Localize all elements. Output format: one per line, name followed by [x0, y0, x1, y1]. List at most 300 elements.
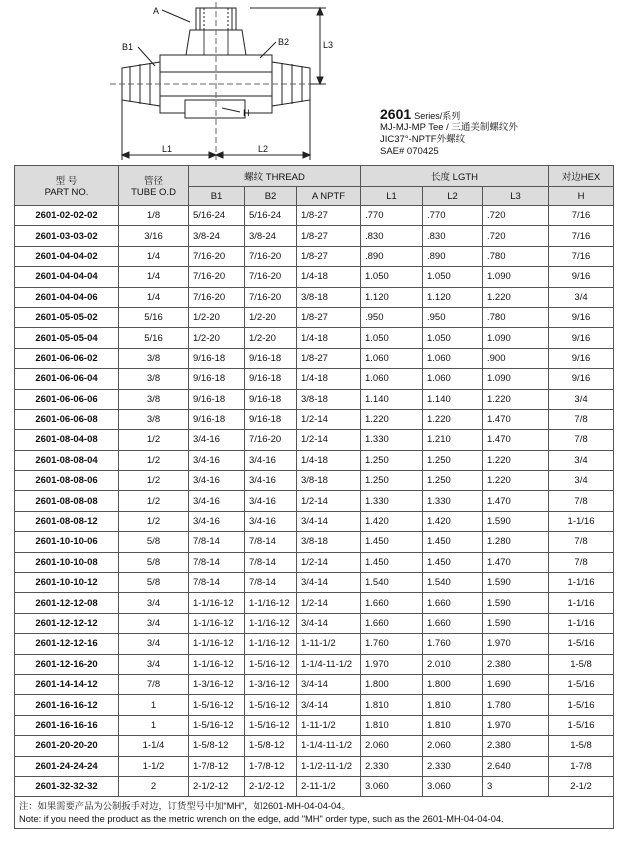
cell-tube-od: 5/8: [119, 552, 189, 572]
cell-length-l3: 1.780: [483, 695, 549, 715]
cell-length-l2: .950: [423, 307, 483, 327]
cell-thread-b2: 7/16-20: [245, 246, 297, 266]
cell-length-l3: 1.090: [483, 267, 549, 287]
cell-length-l2: 1.810: [423, 715, 483, 735]
cell-thread-b2: 9/16-18: [245, 389, 297, 409]
cell-length-l1: 1.660: [361, 613, 423, 633]
cell-length-l2: 1.450: [423, 532, 483, 552]
cell-thread-b2: 3/8-24: [245, 226, 297, 246]
header-tube-en: TUBE O.D: [131, 187, 176, 198]
cell-tube-od: 1/8: [119, 206, 189, 226]
cell-length-l1: 1.450: [361, 552, 423, 572]
cell-tube-od: 7/8: [119, 674, 189, 694]
table-row: [15, 593, 614, 613]
cell-length-l2: 1.800: [423, 674, 483, 694]
cell-thread-anptf: 1/4-18: [297, 369, 361, 389]
cell-thread-b1: 1-1/16-12: [189, 634, 245, 654]
header-anptf: A NPTF: [297, 187, 361, 206]
cell-length-l1: 1.050: [361, 267, 423, 287]
cell-hex-h: 1-1/16: [549, 613, 614, 633]
table-row: [15, 736, 614, 756]
cell-thread-anptf: 3/4-14: [297, 573, 361, 593]
cell-hex-h: 7/8: [549, 552, 614, 572]
cell-hex-h: 1-1/16: [549, 593, 614, 613]
cell-length-l3: 1.590: [483, 573, 549, 593]
series-number: 2601: [380, 106, 412, 122]
cell-thread-anptf: 1/8-27: [297, 206, 361, 226]
cell-thread-b1: 2-1/2-12: [189, 776, 245, 796]
product-title-block: [380, 108, 620, 158]
cell-tube-od: 1: [119, 695, 189, 715]
cell-thread-anptf: 1/4-18: [297, 267, 361, 287]
cell-hex-h: 1-1/16: [549, 511, 614, 531]
cell-part-no: 2601-20-20-20: [15, 736, 119, 756]
cell-part-no: 2601-24-24-24: [15, 756, 119, 776]
cell-length-l3: .780: [483, 246, 549, 266]
header-part-no-cn: 型 号: [55, 176, 78, 187]
cell-length-l2: 1.420: [423, 511, 483, 531]
cell-tube-od: 1/4: [119, 246, 189, 266]
cell-hex-h: 1-5/16: [549, 674, 614, 694]
cell-thread-b1: 1-5/16-12: [189, 695, 245, 715]
cell-part-no: 2601-10-10-12: [15, 573, 119, 593]
title-line-1: MJ-MJ-MP Tee / 三通美制螺纹外: [380, 122, 518, 133]
cell-thread-b1: 7/8-14: [189, 532, 245, 552]
cell-thread-anptf: 3/8-18: [297, 532, 361, 552]
cell-length-l3: 1.280: [483, 532, 549, 552]
header-b1: B1: [189, 187, 245, 206]
cell-hex-h: 1-5/8: [549, 736, 614, 756]
table-row: [15, 654, 614, 674]
cell-thread-b1: 9/16-18: [189, 409, 245, 429]
cell-thread-b2: 1-5/8-12: [245, 736, 297, 756]
table-row: [15, 430, 614, 450]
cell-thread-b1: 9/16-18: [189, 348, 245, 368]
cell-length-l2: 1.120: [423, 287, 483, 307]
cell-thread-b2: 1-5/16-12: [245, 654, 297, 674]
cell-length-l2: 1.660: [423, 613, 483, 633]
cell-length-l3: 1.090: [483, 369, 549, 389]
cell-hex-h: 1-5/16: [549, 695, 614, 715]
cell-length-l1: 1.760: [361, 634, 423, 654]
header-length-group: 长度 LGTH: [361, 166, 549, 187]
cell-thread-b2: 3/4-16: [245, 471, 297, 491]
cell-length-l1: 1.060: [361, 369, 423, 389]
cell-hex-h: 7/8: [549, 430, 614, 450]
note-cn: 注：如果需要产品为公制扳手对边，订货型号中加“MH”，如2601-MH-04-04-04。: [19, 801, 351, 812]
table-row: [15, 287, 614, 307]
table-row: [15, 552, 614, 572]
cell-thread-b1: 1-5/8-12: [189, 736, 245, 756]
cell-tube-od: 1/4: [119, 287, 189, 307]
cell-thread-anptf: 1/4-18: [297, 450, 361, 470]
cell-thread-anptf: 1-1/4-11-1/2: [297, 736, 361, 756]
cell-part-no: 2601-06-06-04: [15, 369, 119, 389]
series-label: Series/系列: [414, 111, 461, 121]
cell-hex-h: 7/16: [549, 246, 614, 266]
cell-length-l3: 1.470: [483, 430, 549, 450]
cell-length-l2: 1.540: [423, 573, 483, 593]
cell-length-l2: 1.660: [423, 593, 483, 613]
cell-thread-b2: 1-1/16-12: [245, 613, 297, 633]
cell-thread-b2: 2-1/2-12: [245, 776, 297, 796]
cell-thread-anptf: 3/8-18: [297, 471, 361, 491]
cell-thread-anptf: 1/4-18: [297, 328, 361, 348]
table-row: [15, 634, 614, 654]
cell-length-l2: 2.060: [423, 736, 483, 756]
cell-part-no: 2601-08-08-06: [15, 471, 119, 491]
cell-length-l2: 1.220: [423, 409, 483, 429]
cell-thread-b2: 1/2-20: [245, 328, 297, 348]
cell-part-no: 2601-16-16-12: [15, 695, 119, 715]
tee-fitting-drawing: [100, 0, 340, 165]
cell-tube-od: 1/2: [119, 430, 189, 450]
cell-length-l3: .780: [483, 307, 549, 327]
cell-thread-b2: 1-1/16-12: [245, 634, 297, 654]
cell-hex-h: 3/4: [549, 450, 614, 470]
cell-length-l3: 1.220: [483, 450, 549, 470]
table-row: [15, 471, 614, 491]
cell-hex-h: 1-5/16: [549, 634, 614, 654]
cell-tube-od: 3/4: [119, 654, 189, 674]
table-row: [15, 511, 614, 531]
table-row: [15, 328, 614, 348]
cell-length-l2: 1.140: [423, 389, 483, 409]
cell-thread-anptf: 1/2-14: [297, 593, 361, 613]
table-row: [15, 206, 614, 226]
cell-thread-b2: 3/4-16: [245, 491, 297, 511]
cell-tube-od: 5/8: [119, 573, 189, 593]
cell-thread-b2: 7/8-14: [245, 532, 297, 552]
cell-thread-anptf: 3/4-14: [297, 511, 361, 531]
cell-thread-b2: 1-5/16-12: [245, 715, 297, 735]
cell-thread-anptf: 3/4-14: [297, 695, 361, 715]
cell-hex-h: 9/16: [549, 328, 614, 348]
cell-length-l3: 2.380: [483, 654, 549, 674]
label-a: A: [153, 6, 160, 16]
table-row: [15, 695, 614, 715]
cell-tube-od: 1/2: [119, 511, 189, 531]
cell-length-l3: 1.470: [483, 491, 549, 511]
cell-thread-b1: 9/16-18: [189, 369, 245, 389]
cell-hex-h: 3/4: [549, 471, 614, 491]
cell-length-l2: .890: [423, 246, 483, 266]
cell-length-l3: 1.590: [483, 511, 549, 531]
cell-length-l3: 1.590: [483, 613, 549, 633]
cell-thread-b1: 1-1/16-12: [189, 654, 245, 674]
cell-hex-h: 7/8: [549, 409, 614, 429]
cell-thread-anptf: 1-11-1/2: [297, 715, 361, 735]
table-row: [15, 715, 614, 735]
table-row: [15, 389, 614, 409]
cell-thread-b2: 1-5/16-12: [245, 695, 297, 715]
cell-thread-b2: 1-3/16-12: [245, 674, 297, 694]
cell-thread-b1: 9/16-18: [189, 389, 245, 409]
table-row: [15, 409, 614, 429]
cell-thread-b1: 1/2-20: [189, 307, 245, 327]
cell-part-no: 2601-08-04-08: [15, 430, 119, 450]
cell-hex-h: 9/16: [549, 307, 614, 327]
cell-thread-b1: 1-7/8-12: [189, 756, 245, 776]
cell-hex-h: 9/16: [549, 369, 614, 389]
cell-thread-anptf: 3/4-14: [297, 674, 361, 694]
cell-tube-od: 3/4: [119, 634, 189, 654]
cell-thread-anptf: 3/8-18: [297, 287, 361, 307]
cell-part-no: 2601-06-06-08: [15, 409, 119, 429]
cell-length-l3: 1.470: [483, 552, 549, 572]
cell-hex-h: 9/16: [549, 348, 614, 368]
cell-part-no: 2601-12-12-12: [15, 613, 119, 633]
table-row: [15, 674, 614, 694]
cell-length-l3: 1.690: [483, 674, 549, 694]
cell-length-l1: 1.810: [361, 715, 423, 735]
cell-length-l1: 1.330: [361, 430, 423, 450]
cell-length-l3: .720: [483, 206, 549, 226]
cell-thread-anptf: 1-1/2-11-1/2: [297, 756, 361, 776]
cell-length-l1: 1.450: [361, 532, 423, 552]
cell-length-l2: 1.330: [423, 491, 483, 511]
cell-thread-b1: 7/8-14: [189, 573, 245, 593]
cell-thread-b1: 3/4-16: [189, 450, 245, 470]
cell-thread-b1: 3/4-16: [189, 491, 245, 511]
cell-hex-h: 1-5/16: [549, 715, 614, 735]
table-row: [15, 573, 614, 593]
cell-hex-h: 2-1/2: [549, 776, 614, 796]
cell-length-l3: 1.470: [483, 409, 549, 429]
cell-thread-b2: 7/16-20: [245, 430, 297, 450]
title-line-3: SAE# 070425: [380, 146, 439, 157]
cell-part-no: 2601-06-06-02: [15, 348, 119, 368]
cell-length-l3: 3: [483, 776, 549, 796]
cell-hex-h: 9/16: [549, 267, 614, 287]
cell-length-l2: 3.060: [423, 776, 483, 796]
cell-length-l1: 1.970: [361, 654, 423, 674]
cell-thread-anptf: 1/8-27: [297, 246, 361, 266]
cell-thread-b2: 3/4-16: [245, 450, 297, 470]
cell-part-no: 2601-10-10-08: [15, 552, 119, 572]
header-part-no: [15, 166, 119, 206]
cell-tube-od: 1/2: [119, 450, 189, 470]
header-h: H: [549, 187, 614, 206]
table-row: [15, 491, 614, 511]
cell-length-l2: 1.810: [423, 695, 483, 715]
cell-thread-b1: 7/8-14: [189, 552, 245, 572]
cell-length-l1: 3.060: [361, 776, 423, 796]
cell-thread-b1: 7/16-20: [189, 246, 245, 266]
cell-tube-od: 3/16: [119, 226, 189, 246]
cell-length-l2: 1.050: [423, 267, 483, 287]
table-row: [15, 532, 614, 552]
cell-length-l3: 1.970: [483, 634, 549, 654]
cell-thread-b2: 7/8-14: [245, 573, 297, 593]
cell-tube-od: 1/2: [119, 491, 189, 511]
cell-thread-anptf: 1/2-14: [297, 552, 361, 572]
cell-part-no: 2601-06-06-06: [15, 389, 119, 409]
cell-part-no: 2601-04-04-04: [15, 267, 119, 287]
cell-thread-b2: 7/16-20: [245, 267, 297, 287]
cell-tube-od: 2: [119, 776, 189, 796]
cell-length-l2: 1.760: [423, 634, 483, 654]
cell-length-l1: 1.810: [361, 695, 423, 715]
header-b2: B2: [245, 187, 297, 206]
cell-length-l3: 1.590: [483, 593, 549, 613]
cell-length-l1: 2.330: [361, 756, 423, 776]
cell-length-l3: 1.090: [483, 328, 549, 348]
cell-length-l2: 1.250: [423, 450, 483, 470]
cell-thread-b2: 3/4-16: [245, 511, 297, 531]
cell-length-l1: .830: [361, 226, 423, 246]
cell-length-l3: 1.220: [483, 287, 549, 307]
cell-length-l1: 1.800: [361, 674, 423, 694]
cell-part-no: 2601-16-16-16: [15, 715, 119, 735]
header-tube: [119, 166, 189, 206]
cell-length-l1: .890: [361, 246, 423, 266]
cell-length-l1: 1.250: [361, 471, 423, 491]
cell-thread-b2: 7/8-14: [245, 552, 297, 572]
cell-tube-od: 3/8: [119, 409, 189, 429]
cell-thread-b1: 3/4-16: [189, 511, 245, 531]
cell-hex-h: 1-5/8: [549, 654, 614, 674]
cell-length-l1: 1.220: [361, 409, 423, 429]
cell-tube-od: 3/8: [119, 369, 189, 389]
cell-part-no: 2601-12-16-20: [15, 654, 119, 674]
cell-tube-od: 5/16: [119, 307, 189, 327]
cell-hex-h: 3/4: [549, 389, 614, 409]
table-row: [15, 776, 614, 796]
cell-part-no: 2601-08-08-04: [15, 450, 119, 470]
cell-thread-b1: 1-3/16-12: [189, 674, 245, 694]
cell-hex-h: 1-7/8: [549, 756, 614, 776]
cell-length-l3: 1.970: [483, 715, 549, 735]
header-hex-cn: 对边HEX: [549, 166, 614, 187]
cell-thread-b1: 1-5/16-12: [189, 715, 245, 735]
cell-thread-b1: 1-1/16-12: [189, 613, 245, 633]
cell-thread-anptf: 3/4-14: [297, 613, 361, 633]
cell-thread-b2: 9/16-18: [245, 409, 297, 429]
header-part-no-en: PART NO.: [44, 187, 89, 198]
cell-part-no: 2601-04-04-02: [15, 246, 119, 266]
cell-thread-b2: 9/16-18: [245, 348, 297, 368]
label-b1: B1: [122, 42, 134, 52]
header-tube-cn: 管径: [143, 176, 163, 187]
cell-thread-anptf: 2-11-1/2: [297, 776, 361, 796]
cell-length-l1: 2.060: [361, 736, 423, 756]
cell-thread-b2: 5/16-24: [245, 206, 297, 226]
cell-part-no: 2601-04-04-06: [15, 287, 119, 307]
cell-tube-od: 3/4: [119, 613, 189, 633]
cell-thread-anptf: 1/8-27: [297, 348, 361, 368]
cell-thread-b1: 3/4-16: [189, 471, 245, 491]
cell-length-l1: 1.660: [361, 593, 423, 613]
title-line-2: JIC37°-NPTF外螺纹: [380, 134, 466, 145]
cell-part-no: 2601-03-03-02: [15, 226, 119, 246]
cell-tube-od: 1-1/2: [119, 756, 189, 776]
table-row: [15, 450, 614, 470]
header-l1: L1: [361, 187, 423, 206]
cell-hex-h: 1-1/16: [549, 573, 614, 593]
cell-thread-b1: 3/4-16: [189, 430, 245, 450]
cell-part-no: 2601-10-10-06: [15, 532, 119, 552]
cell-length-l1: 1.050: [361, 328, 423, 348]
cell-length-l2: 1.050: [423, 328, 483, 348]
cell-thread-b1: 1-1/16-12: [189, 593, 245, 613]
cell-thread-anptf: 1/8-27: [297, 226, 361, 246]
label-b2: B2: [278, 37, 290, 47]
cell-thread-b2: 9/16-18: [245, 369, 297, 389]
cell-thread-b1: 7/16-20: [189, 267, 245, 287]
cell-part-no: 2601-32-32-32: [15, 776, 119, 796]
cell-thread-anptf: 1/2-14: [297, 430, 361, 450]
cell-thread-b2: 1-7/8-12: [245, 756, 297, 776]
table-note: [15, 797, 614, 829]
label-l2: L2: [258, 144, 269, 154]
cell-part-no: 2601-08-08-12: [15, 511, 119, 531]
note-en: Note: if you need the product as the metric wrench on the edge, add "MH" order type, such as the 2601-MH-04-04-04.: [19, 813, 504, 824]
cell-length-l1: 1.120: [361, 287, 423, 307]
cell-thread-anptf: 1/2-14: [297, 409, 361, 429]
spec-table-body: [15, 206, 614, 797]
cell-length-l1: 1.140: [361, 389, 423, 409]
header-l3: L3: [483, 187, 549, 206]
cell-hex-h: 7/16: [549, 226, 614, 246]
cell-tube-od: 1/2: [119, 471, 189, 491]
cell-thread-b2: 7/16-20: [245, 287, 297, 307]
cell-part-no: 2601-02-02-02: [15, 206, 119, 226]
table-row: [15, 267, 614, 287]
cell-part-no: 2601-05-05-02: [15, 307, 119, 327]
cell-thread-b2: 1/2-20: [245, 307, 297, 327]
cell-tube-od: 1: [119, 715, 189, 735]
cell-thread-b1: 7/16-20: [189, 287, 245, 307]
cell-length-l3: 2.380: [483, 736, 549, 756]
cell-length-l1: 1.540: [361, 573, 423, 593]
cell-length-l2: 1.450: [423, 552, 483, 572]
table-row: [15, 613, 614, 633]
cell-tube-od: 5/8: [119, 532, 189, 552]
cell-thread-anptf: 1/8-27: [297, 307, 361, 327]
cell-length-l1: 1.250: [361, 450, 423, 470]
header-thread-group: 螺纹 THREAD: [189, 166, 361, 187]
cell-thread-anptf: 1/2-14: [297, 491, 361, 511]
cell-length-l3: 1.220: [483, 389, 549, 409]
cell-hex-h: 3/4: [549, 287, 614, 307]
label-l3: L3: [323, 40, 334, 50]
table-row: [15, 348, 614, 368]
label-l1: L1: [162, 144, 173, 154]
cell-tube-od: 3/4: [119, 593, 189, 613]
cell-part-no: 2601-12-12-08: [15, 593, 119, 613]
table-row: [15, 369, 614, 389]
cell-thread-b1: 5/16-24: [189, 206, 245, 226]
table-row: [15, 226, 614, 246]
cell-length-l2: 2.330: [423, 756, 483, 776]
cell-length-l3: 1.220: [483, 471, 549, 491]
header-l2: L2: [423, 187, 483, 206]
cell-thread-anptf: 3/8-18: [297, 389, 361, 409]
cell-length-l1: .950: [361, 307, 423, 327]
table-row: [15, 307, 614, 327]
cell-length-l3: .720: [483, 226, 549, 246]
cell-length-l3: .900: [483, 348, 549, 368]
cell-length-l3: 2.640: [483, 756, 549, 776]
cell-tube-od: 1/4: [119, 267, 189, 287]
cell-length-l1: 1.060: [361, 348, 423, 368]
cell-length-l2: 1.060: [423, 348, 483, 368]
label-h: H: [243, 108, 250, 118]
spec-table: [14, 165, 614, 829]
cell-thread-anptf: 1-11-1/2: [297, 634, 361, 654]
cell-part-no: 2601-08-08-08: [15, 491, 119, 511]
